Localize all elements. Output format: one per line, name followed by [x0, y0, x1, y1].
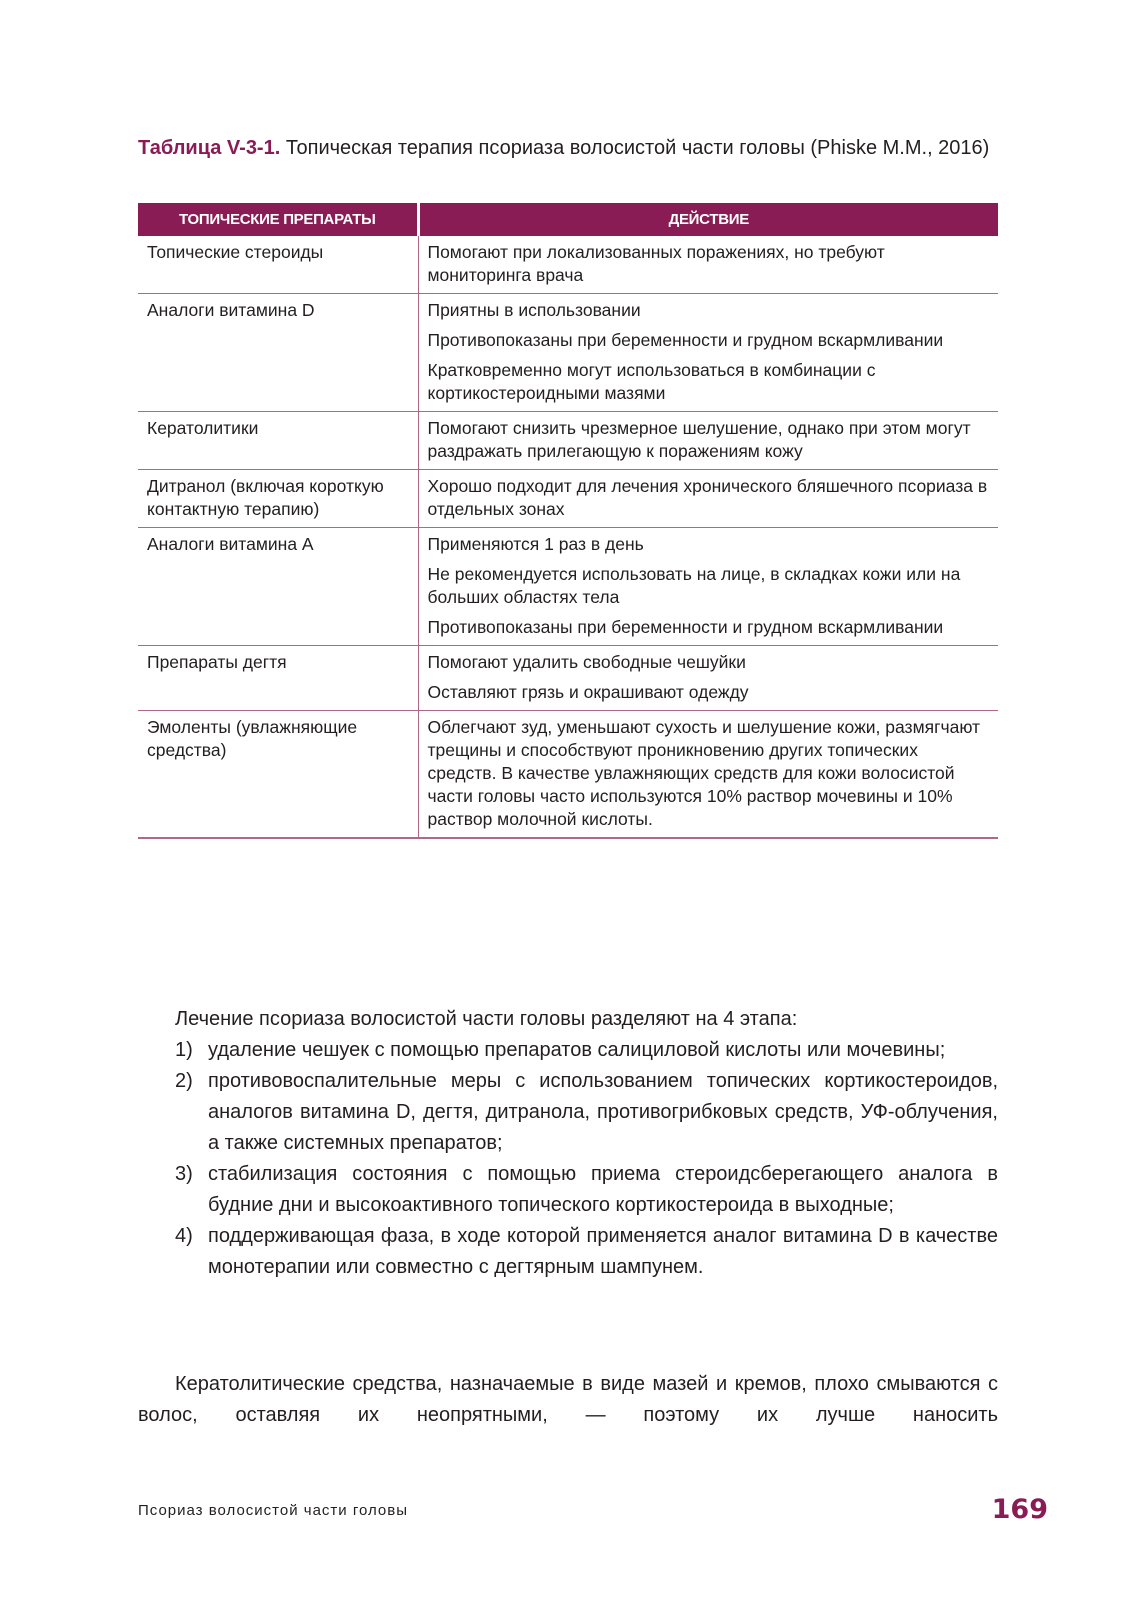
table-title: Топическая терапия псориаза волосистой части головы (Phiske M.M., 2016)	[285, 137, 990, 159]
action-cell	[418, 711, 998, 839]
list-item	[175, 1066, 998, 1159]
action-item: Помогают удалить свободные чешуйки	[427, 652, 746, 672]
list-item-number: 4)	[175, 1225, 193, 1247]
action-cell	[418, 646, 998, 711]
action-item: Помогают снизить чрезмерное шелушение, однако при этом могут раздражать прилегающую к поражениям кожу	[427, 418, 971, 461]
page-number: 169	[991, 1494, 1048, 1525]
drug-cell: Препараты дегтя	[138, 646, 418, 711]
list-item	[175, 1035, 998, 1066]
action-cell	[418, 412, 998, 470]
list-item-text: противовоспалительные меры с использованием топических кортикостероидов, аналогов витамина D, дегтя, дитранола, противогрибковых средств, УФ-облучения, а также системных препаратов;	[208, 1070, 998, 1154]
action-item: Хорошо подходит для лечения хронического бляшечного псориаза в отдельных зонах	[427, 476, 988, 519]
list-item-number: 1)	[175, 1039, 193, 1061]
action-item: Не рекомендуется использовать на лице, в складках кожи или на больших областях тела	[427, 564, 961, 607]
action-item: Применяются 1 раз в день	[427, 534, 644, 554]
action-item: Облегчают зуд, уменьшают сухость и шелушение кожи, размягчают трещины и способствуют проникновению других топических средств. В качестве увлажняющих средств для кожи волосистой части головы часто используются 10% раствор мочевины и 10% раствор молочной кислоты.	[427, 717, 981, 829]
drug-cell: Топические стероиды	[138, 236, 418, 294]
table-row	[138, 294, 998, 412]
action-cell	[418, 294, 998, 412]
action-item: Противопоказаны при беременности и грудном вскармливании	[427, 330, 944, 350]
table-body	[138, 236, 998, 838]
column-header-action: ДЕЙСТВИЕ	[418, 203, 998, 236]
drug-cell: Кератолитики	[138, 412, 418, 470]
list-item-text: стабилизация состояния с помощью приема стероидсберегающего аналога в будние дни и высокоактивного топического кортикостероида в выходные;	[208, 1163, 998, 1216]
keratolytics-paragraph: Кератолитические средства, назначаемые в виде мазей и кремов, плохо смываются с волос, оставляя их неопрятными, — поэтому их лучше наносить	[138, 1373, 998, 1426]
list-item	[175, 1159, 998, 1221]
stages-intro: Лечение псориаза волосистой части головы разделяют на 4 этапа:	[175, 1008, 798, 1030]
table-header-row	[138, 203, 998, 236]
table-number: Таблица V-3-1.	[138, 137, 281, 159]
running-title: Псориаз волосистой части головы	[138, 1502, 409, 1519]
table-row	[138, 470, 998, 528]
list-item-number: 2)	[175, 1070, 193, 1092]
table-row	[138, 528, 998, 646]
drug-cell: Эмоленты (увлажняющие средства)	[138, 711, 418, 839]
table-row	[138, 236, 998, 294]
action-item: Оставляют грязь и окрашивают одежду	[427, 682, 749, 702]
table-row	[138, 711, 998, 839]
drug-cell: Аналоги витамина D	[138, 294, 418, 412]
column-header-drugs: ТОПИЧЕСКИЕ ПРЕПАРАТЫ	[138, 203, 418, 236]
action-item: Помогают при локализованных поражениях, но требуют мониторинга врача	[427, 242, 885, 285]
list-item	[175, 1221, 998, 1283]
table-row	[138, 412, 998, 470]
stages-list	[175, 1035, 998, 1283]
action-item: Противопоказаны при беременности и грудном вскармливании	[427, 617, 944, 637]
list-item-text: поддерживающая фаза, в ходе которой применяется аналог витамина D в качестве монотерапии или совместно с дегтярным шампунем.	[208, 1225, 998, 1278]
list-item-text: удаление чешуек с помощью препаратов салициловой кислоты или мочевины;	[208, 1039, 946, 1061]
list-item-number: 3)	[175, 1163, 193, 1185]
drug-cell: Аналоги витамина А	[138, 528, 418, 646]
action-item: Приятны в использовании	[427, 300, 641, 320]
therapy-table	[138, 203, 998, 839]
action-cell	[418, 470, 998, 528]
table-caption	[138, 133, 998, 164]
action-cell	[418, 236, 998, 294]
action-cell	[418, 528, 998, 646]
table-row	[138, 646, 998, 711]
action-item: Кратковременно могут использоваться в комбинации с кортикостероидными мазями	[427, 360, 876, 403]
drug-cell: Дитранол (включая короткую контактную терапию)	[138, 470, 418, 528]
